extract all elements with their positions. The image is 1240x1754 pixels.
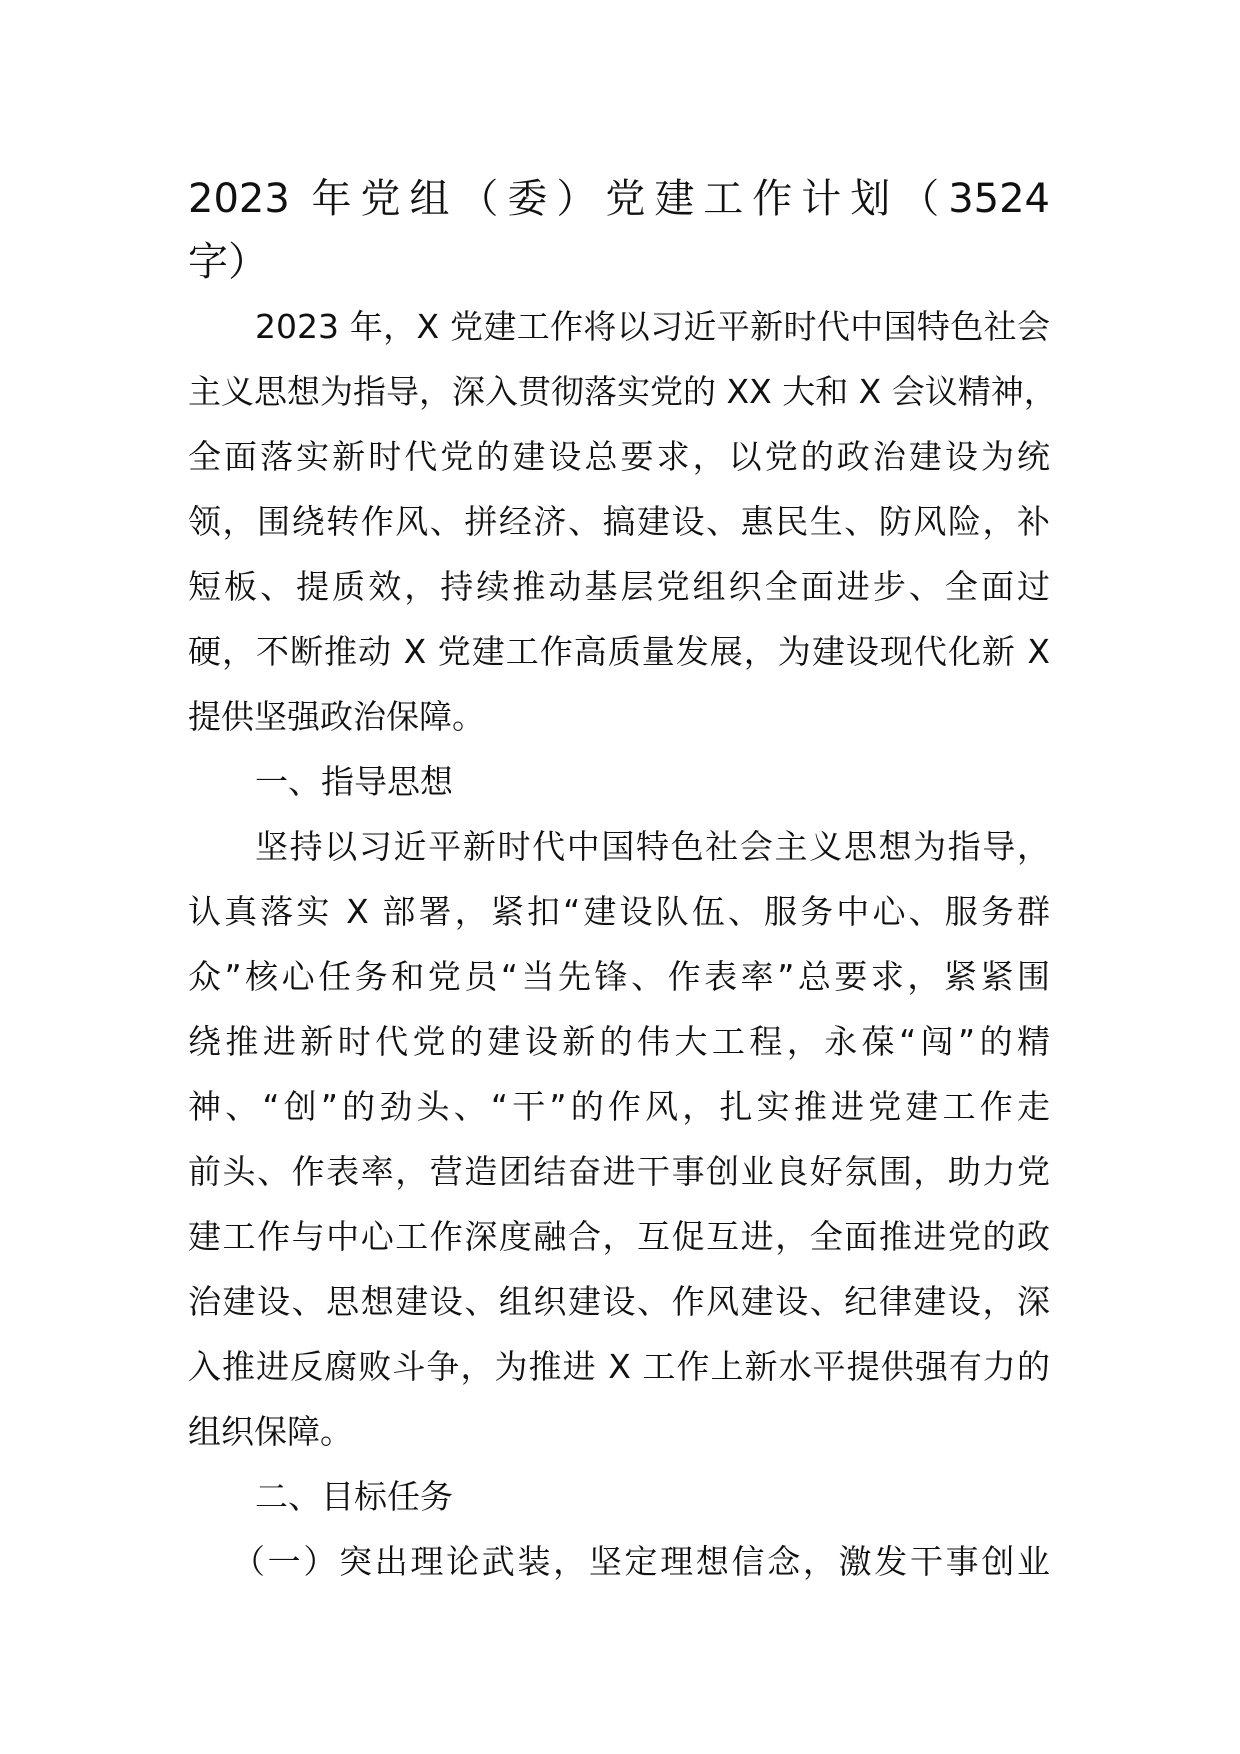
text-line: 硬，不断推动 X 党建工作高质量发展，为建设现代化新 X — [188, 632, 1050, 671]
text-line: 短板、提质效，持续推动基层党组织全面进步、全面过 — [188, 567, 1050, 606]
document-title — [188, 168, 1050, 294]
text-line: 众”核心任务和党员“当先锋、作表率”总要求，紧紧围 — [188, 957, 1050, 996]
text-line: 主义思想为指导，深入贯彻落实党的 XX 大和 X 会议精神， — [188, 372, 1057, 411]
intro-paragraph — [188, 294, 1057, 749]
text-line: 神、“创”的劲头、“干”的作风，扎实推进党建工作走 — [188, 1087, 1050, 1126]
section-heading-goals-tasks: 二、目标任务 — [255, 1477, 453, 1516]
guiding-ideology-paragraph — [188, 814, 1050, 1464]
text-line: 入推进反腐败斗争，为推进 X 工作上新水平提供强有力的 — [188, 1347, 1050, 1386]
text-line: 绕推进新时代党的建设新的伟大工程，永葆“闯”的精 — [188, 1022, 1050, 1061]
title-line: 字） — [188, 239, 268, 285]
text-line: 2023 年，X 党建工作将以习近平新时代中国特色社会 — [255, 307, 1050, 346]
text-line: 组织保障。 — [188, 1412, 353, 1451]
text-line: 坚持以习近平新时代中国特色社会主义思想为指导， — [255, 827, 1050, 866]
text-line: 前头、作表率，营造团结奋进干事创业良好氛围，助力党 — [188, 1152, 1050, 1191]
text-line: 全面落实新时代党的建设总要求，以党的政治建设为统 — [188, 437, 1050, 476]
text-line: 建工作与中心工作深度融合，互促互进，全面推进党的政 — [188, 1217, 1050, 1256]
text-line: 提供坚强政治保障。 — [188, 697, 485, 736]
text-line: 领，围绕转作风、拼经济、搞建设、惠民生、防风险，补 — [188, 502, 1050, 541]
text-line: 认真落实 X 部署，紧扣“建设队伍、服务中心、服务群 — [188, 892, 1050, 931]
document-body — [188, 294, 1057, 1594]
title-line: 2023 年党组（委）党建工作计划（3524 — [188, 176, 1050, 222]
section-heading-guiding-ideology: 一、指导思想 — [255, 762, 453, 801]
subsection-line: （一）突出理论武装，坚定理想信念，激发干事创业 — [232, 1542, 1050, 1581]
text-line: 治建设、思想建设、组织建设、作风建设、纪律建设，深 — [188, 1282, 1050, 1321]
